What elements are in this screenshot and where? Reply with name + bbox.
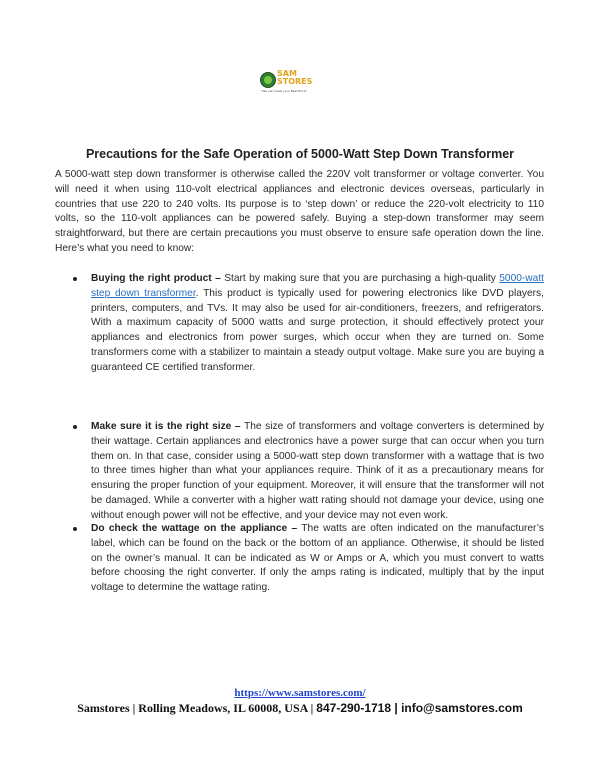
page-title: Precautions for the Safe Operation of 5000-Watt Step Down Transformer — [85, 147, 515, 161]
intro-paragraph: A 5000-watt step down transformer is otherwise called the 220V volt transformer or voltage converter. You will need it when using 110-volt electrical appliances and electronic devices overseas, particularly in countries that use 220 to 240 volts. Its purpose is to ‘step down’ or reduce the 220-volt electricity to 110 volts, so the 110-volt appliances can be powered safely. Buying a step-down transformer may seem straightforward, but there are certain precautions you must observe to ensure safe operation down the line. Here’s what you need to know: — [55, 169, 544, 254]
footer-separator: | — [391, 701, 402, 715]
list-item-heading: Buying the right product – — [91, 273, 221, 284]
list-item-text: Start by making sure that you are purchasing a high-quality — [220, 273, 500, 284]
logo-name: SAM STORES — [277, 69, 313, 86]
bullet-icon — [73, 425, 77, 429]
transformer-product-link[interactable]: 5000-watt step down transformer — [91, 273, 544, 299]
list-item-text: The size of transformers and voltage converters is determined by their wattage. Certain appliances and electronics have a power surge that can occur when you turn them on. In that case, consider using a 5000-watt step down transformer with a wattage that is two to three times higher than what your appliances require. Think of it as a precautionary means for ensuring the proper function of your equipment. Moreover, it will ensure that the transformer will not be damaged. While a converter with a higher watt rating should not damage your device, using one without enough power will not be effective, and your device may not even work. — [91, 421, 544, 521]
footer-contact — [0, 701, 600, 716]
website-link[interactable]: https://www.samstores.com/ — [234, 687, 366, 699]
footer-company-address: Samstores | Rolling Meadows, IL 60008, USA | — [77, 701, 317, 715]
globe-icon — [260, 72, 276, 88]
footer-email: info@samstores.com — [401, 701, 523, 715]
bullet-icon — [73, 527, 77, 531]
list-item-heading: Do check the wattage on the appliance – — [91, 523, 298, 534]
samstores-logo — [257, 68, 317, 96]
bullet-icon — [73, 277, 77, 281]
list-item — [55, 272, 544, 376]
list-item-text: The watts are often indicated on the manufacturer’s label, which can be found on the back or the bottom of an appliance. Otherwise, it should be listed on the owner’s manual. It can be indicated as W or Amps or A, which you must convert to watts before choosing the right converter. If only the amps rating is indicated, multiply that by the input voltage to determine the wattage rating. — [91, 523, 544, 594]
footer-phone: 847-290-1718 — [316, 701, 392, 715]
list-item — [55, 522, 544, 596]
list-item — [55, 420, 544, 524]
list-item-text: . This product is typically used for powering electronics like DVD players, printers, computers, and TVs. It may also be used for air-conditioners, freezers, and refrigerators. With a maximum capacity of 5000 watts and surge protection, it should effectively protect your appliances and electronics from power surges, which occur when they are turned on. Some transformers come with a stabilizer to maintain a steady output voltage. Make sure you are buying a guaranteed CE certified transformer. — [91, 287, 544, 373]
logo-tagline: "We can meet your Best Price" — [261, 89, 308, 93]
list-item-heading: Make sure it is the right size – — [91, 421, 241, 432]
